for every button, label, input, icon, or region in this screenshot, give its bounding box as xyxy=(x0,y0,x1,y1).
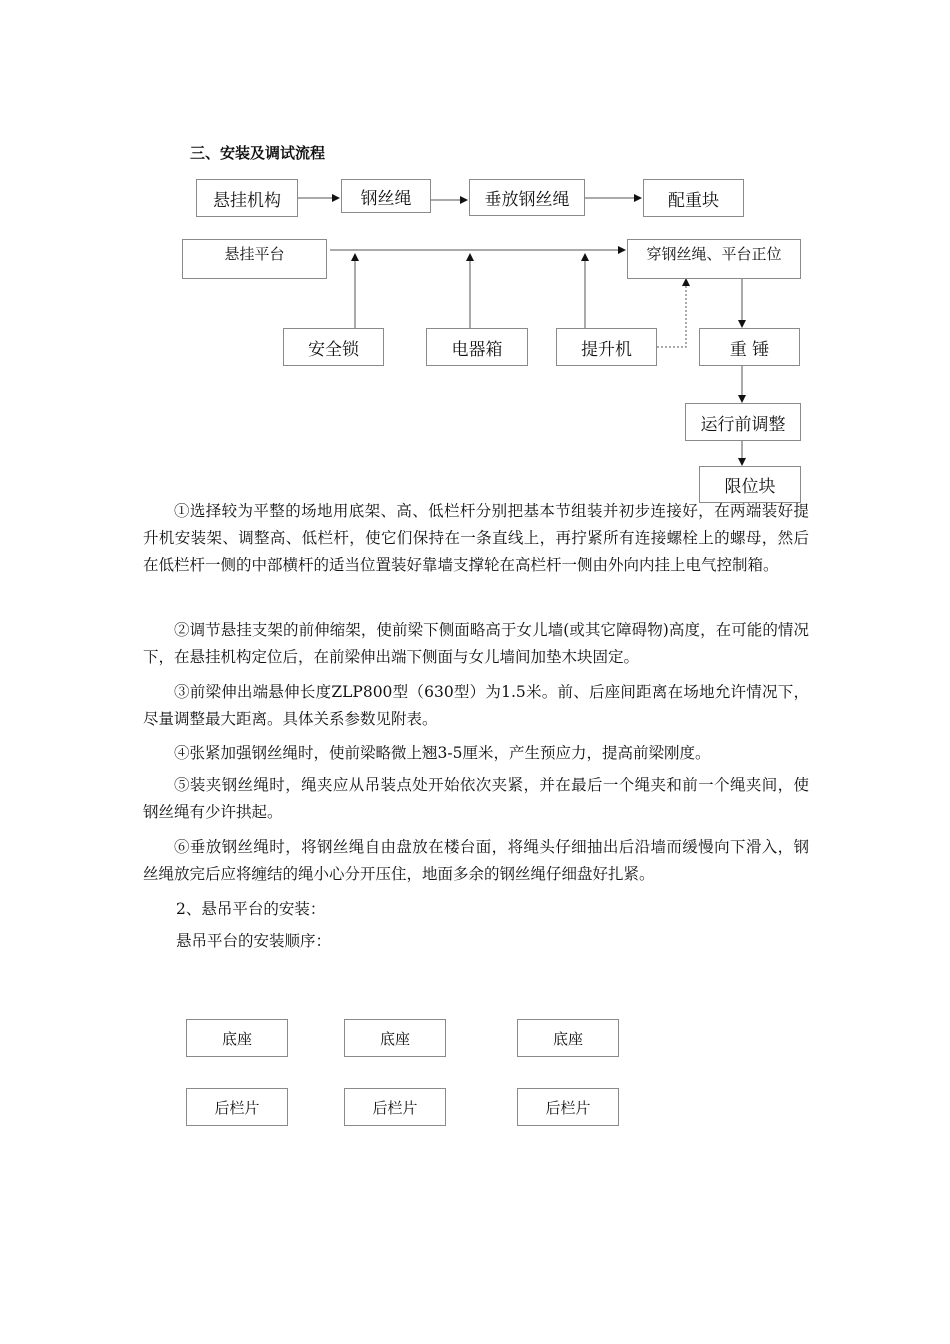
seq-rear-rail-1: 后栏片 xyxy=(186,1088,288,1126)
flow-box-threading: 穿钢丝绳、平台正位 xyxy=(627,239,801,279)
flow-box-counterweight: 配重块 xyxy=(643,179,744,217)
paragraph-1: ①选择较为平整的场地用底架、高、低栏杆分别把基本节组装并初步连接好，在两端装好提升机安装架、调整高、低栏杆，使它们保持在一条直线上，再拧紧所有连接螺栓上的螺母，然后在低栏杆一侧的中部横杆的适当位置装好靠墙支撑轮在高栏杆一侧由外向内挂上电气控制箱。 xyxy=(143,502,809,574)
paragraph-6: ⑥垂放钢丝绳时，将钢丝绳自由盘放在楼台面，将绳头仔细抽出后沿墙而缓慢向下滑入，钢丝绳放完后应将缠结的绳小心分开压住，地面多余的钢丝绳仔细盘好扎紧。 xyxy=(143,838,809,883)
flow-box-electric-box: 电器箱 xyxy=(426,328,528,366)
paragraph-3: ③前梁伸出端悬伸长度ZLP800型（630型）为1.5米。前、后座间距离在场地允许情况下，尽量调整最大距离。具体关系参数见附表。 xyxy=(143,683,809,728)
paragraph-2: ②调节悬挂支架的前伸缩架，使前梁下侧面略高于女儿墙(或其它障碍物)高度，在可能的情况下，在悬挂机构定位后，在前梁伸出端下侧面与女儿墙间加垫木块固定。 xyxy=(143,621,809,666)
seq-rear-rail-2: 后栏片 xyxy=(344,1088,446,1126)
flow-box-hoist: 提升机 xyxy=(556,328,657,366)
flow-box-pre-run-adjust: 运行前调整 xyxy=(685,403,801,441)
seq-base-1: 底座 xyxy=(186,1019,288,1057)
flow-connectors xyxy=(0,0,950,520)
section-2-subtitle: 悬吊平台的安装顺序： xyxy=(176,932,332,950)
flow-box-suspension-mechanism: 悬挂机构 xyxy=(196,179,298,217)
seq-base-2: 底座 xyxy=(344,1019,446,1057)
section-2-title: 2、悬吊平台的安装： xyxy=(176,900,326,918)
paragraph-4: ④张紧加强钢丝绳时，使前梁略微上翘3-5厘米，产生预应力，提高前梁刚度。 xyxy=(174,744,711,762)
flow-box-platform: 悬挂平台 xyxy=(182,239,327,279)
seq-base-3: 底座 xyxy=(517,1019,619,1057)
flow-box-wire-rope: 钢丝绳 xyxy=(341,179,431,213)
seq-rear-rail-3: 后栏片 xyxy=(517,1088,619,1126)
flow-box-lower-wire-rope: 垂放钢丝绳 xyxy=(469,179,585,216)
flow-box-limit-block: 限位块 xyxy=(699,466,801,503)
paragraph-5: ⑤装夹钢丝绳时，绳夹应从吊装点处开始依次夹紧，并在最后一个绳夹和前一个绳夹间，使钢丝绳有少许拱起。 xyxy=(143,776,809,821)
section-heading: 三、安装及调试流程 xyxy=(190,144,326,162)
flow-box-safety-lock: 安全锁 xyxy=(283,328,384,366)
flow-box-weight: 重 锤 xyxy=(699,328,800,366)
arrow-hoist-to-threading xyxy=(657,279,686,347)
